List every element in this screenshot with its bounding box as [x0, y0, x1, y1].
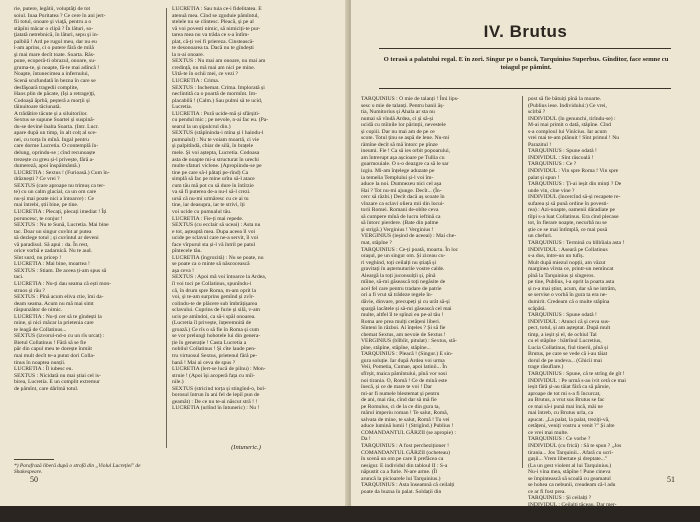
text-line: ce mai să-i pună mai încă, măi ne	[528, 403, 603, 410]
text-line: TARQUINIUS : Spune, că te strîng de gît !	[528, 370, 625, 377]
text-line: struos și rău ?	[14, 287, 45, 294]
text-line: ce vrei mai multe.	[528, 429, 569, 436]
text-line: INDIVIDUL (în genunchi, tirîndu-se) :	[528, 115, 616, 122]
text-line: Uită-te în ochii mei, ce vezi ?	[172, 71, 239, 78]
text-line: Sextus se supune Soartei și suspină-	[14, 117, 95, 124]
text-line: credință, nu mă mai am nici pe mine.	[172, 64, 256, 71]
text-line: orice vorbă e zadarnică. Nu te aud.	[14, 248, 92, 255]
text-line: ori a fi vrut să trădeze regele în-	[361, 292, 433, 299]
text-line: ţiatată netrebnică, în lături, sepu şi in-	[14, 32, 99, 39]
text-line: (La un gest violent al lui Tarquinius.)	[528, 462, 612, 469]
text-line: se servise o vorbă în gura ta era ne-	[528, 292, 608, 299]
text-line: aruncă la picioarele lui Tarquinius.)	[361, 475, 441, 482]
text-line: vrei mai te-am plănuit ! Sînt primul ! Nu	[528, 135, 620, 142]
text-line: tăinuitoare tăciunată.	[14, 104, 61, 111]
text-line: TARQUINIUS : Asta înseamnă că ceilalți	[361, 482, 455, 489]
text-line: stăpîni măcar o clipă ? În lături, so-	[14, 25, 94, 32]
text-line: că, în drum spre Roma, m-am oprit la	[172, 287, 257, 294]
text-line: Scenă scufundată în bezna în care se	[14, 78, 96, 85]
text-line: asta de noapte mi-a structurat în urechi	[172, 156, 259, 163]
text-line: nu-și mai poate nici a întoarce) : Ce	[14, 195, 94, 202]
text-line: Codoașă ăprbă, peșteră a morții și	[14, 97, 90, 104]
text-line: LUCRETIA : Nu-ți cer să te gîndești la	[14, 313, 102, 320]
text-line: se poate ca o minte să născocească	[172, 261, 250, 268]
text-line: trage răsuflare.)	[528, 364, 564, 371]
column-divider	[522, 96, 523, 468]
text-line: și palpitîndă, chiar de silă, în brațele	[172, 143, 254, 150]
text-line: cu pendul mic ; pe nevole, n-ai fac eu. (Pa-	[172, 117, 269, 124]
text-line: TARQUINIUS : Pleacă ! (Singur.) E sin-	[361, 351, 453, 358]
text-line: TARQUINIUS : Spune odată !	[528, 148, 597, 155]
text-line: tine pe care să-l pătați pe-rînd) Ca	[172, 169, 249, 176]
text-line: mele. Și voi aștepta, Lucretia. Codoasa	[172, 150, 260, 157]
text-line: nobilul Collatinus ! Și cîte laude pen-	[172, 346, 256, 353]
text-line: pumnalul) : Nu te voiam moartă, ci vie	[172, 136, 259, 143]
text-line: fii totul, onoare şi viaţă, pentru a o	[14, 19, 92, 26]
text-line: deam seama. Acum nu mă mai simt	[14, 300, 94, 307]
text-line: TARQUINIUS : Ce vorbe ?	[528, 436, 591, 443]
text-line: Sînt surd, nu pricep !	[14, 254, 62, 261]
text-line: vă paradisul. Să apui : da. În rest,	[14, 241, 89, 248]
text-line: post să fie bătuiți pînă la moarte.	[528, 96, 602, 102]
left-page-column-2	[172, 6, 320, 474]
text-line: INDIVIDUL (încercînd să-și recapete re-	[528, 194, 621, 201]
text-line: simplă să fac pe mine urîtu să-l atace	[172, 176, 255, 183]
text-line: guarmouiale. O s-o deazgre ca să le sar	[361, 161, 449, 168]
text-line: mai mult decît te-a putut dori Colla-	[14, 352, 95, 359]
text-line: LUCRETIA : Mai bine, moartea !	[14, 261, 90, 268]
text-line: Veii, Pometia, Cumae, apoi latinii... În	[361, 364, 447, 371]
text-line: nei, cu torța în mînă. Ingal pentru	[14, 136, 89, 143]
text-line: TARQUINIUS : A fost percheziționer !	[361, 442, 449, 449]
text-line: nile.)	[172, 379, 184, 386]
text-line: searul la un șipulcrul din.)	[172, 123, 231, 130]
text-line: tot, în fierare noapte, necurbă nu se	[528, 220, 607, 227]
text-line: scote. Totul ținu se aspă de lene. Nu-mi	[361, 135, 450, 142]
text-line: un chefuri.	[528, 233, 553, 240]
text-line: tîlpi s-a luat Collatinus. Era cînd plecase	[528, 213, 619, 220]
text-line: vă voi povesti nimic, să nimiciți-te pur-	[172, 25, 261, 32]
text-line: delung, oprindu-se ; cînd recunoaște	[14, 150, 96, 157]
text-line: colindu-te de plăcere sub îmbrățișarea	[172, 300, 258, 307]
text-line: așa ceva !	[172, 267, 195, 274]
text-line: gura soluție. Iar după Ardea voi urma	[361, 357, 445, 364]
chapter-title: IV. Brutus	[483, 22, 568, 41]
text-line: te leagă de Collatinus...	[14, 326, 67, 333]
text-line: Lucia Collatinus, fiul tinerii, pînă și	[528, 344, 609, 351]
text-line: sufarea și să pună ordine în povesti-	[528, 200, 609, 207]
text-line: VERGINIUS (ieșind de aceeai) : Mai che-	[361, 233, 457, 240]
text-line: TARQUINIUS : Ce ?	[528, 161, 577, 168]
text-line: LUCRETIA : Plecați, plecați imediat ! Îți	[14, 208, 107, 215]
text-line: TARQUINIUS : Ți-ai ieșit din minți ? De	[528, 181, 622, 188]
right-page-column-1	[361, 96, 509, 495]
text-line: tinus în noaptea nunții.	[14, 359, 66, 366]
text-line: ri veghind, toți ceilalți nu știață și	[361, 259, 437, 266]
text-line: LUCRETIA : Sau tuia ce-i fidelitatea. E	[172, 6, 262, 12]
text-line: ucis pe amîndoi, ca să-i spăl onoarea.	[172, 313, 256, 320]
text-line: și copiii. Dar nu mai am de pe ce	[361, 128, 435, 135]
text-line: face vîrpurul sta și-l vă întril pe patul	[172, 241, 256, 248]
text-line: pe Romulus, ci de la ce din gura ta,	[361, 403, 440, 410]
text-line: borosul întrun în ani fel de lepiî pun de	[172, 392, 260, 399]
text-line: păr din capul meu te dorește înmiit	[14, 346, 92, 353]
text-line: tarea mea nu va trăda ce s-a întîm-	[172, 32, 250, 39]
text-line: cum tău mă pot cu să dure în întîrzie	[172, 182, 254, 189]
text-line: SEXTUS (izvorul-nd-o cu un rîs urcat) :	[14, 333, 105, 340]
text-line: cerc să răzbi.) Decît dacă aș scoate în	[361, 194, 445, 201]
text-line: apucat. „La palat, la palat, treziți-vă,	[528, 416, 610, 423]
text-line: Da !	[361, 436, 371, 443]
footnote: *) Parafrază liberă după o strofă din „Violul Lucreției" de Shakespeare.	[14, 463, 141, 476]
text-line: taci.	[14, 274, 24, 281]
text-line: soiul. Inaa Puritatea ? Ce cere în ani jert-	[14, 12, 106, 19]
text-line: nesigur. E individul din tabloul II : S-a	[361, 462, 448, 469]
text-line: voi ucide cu pumnalul tău.	[172, 208, 232, 215]
text-line: LUCRETIA : Pură ucide-mă și sfârșiti-	[172, 110, 260, 117]
text-line: LUCRETIA : Sextus ! (Furioasă.) Cum în-	[14, 169, 110, 176]
text-line: pîntecele tău.	[172, 248, 202, 255]
text-line: cu el stăpîne : bătrînul Lucretius,	[528, 338, 602, 345]
text-line: de pămînt, care dărîmă totul.	[14, 385, 79, 392]
right-page-column-2	[528, 96, 676, 521]
text-line: groază.) Ce rîs o să fie în Roma și cum	[172, 326, 259, 333]
text-line: SEXTUS : Inchemat. Crima. Implorată și	[172, 84, 265, 91]
text-line: voi, și te-am surprins gemînd și zvîr-	[172, 294, 255, 301]
text-line: poruncesc, te conjur !	[14, 215, 63, 222]
text-line: tia, Numitorius și Ahala ar sta nu	[361, 109, 435, 116]
text-line: tac. Doar un singur cuvînt ar putea	[14, 228, 92, 235]
text-line: chemat Sextus, am nevoie de Sextus !	[361, 331, 446, 338]
text-line: Lucretia. Și înarmați pînă și cu	[528, 515, 597, 521]
text-line: rie, putere, legătii, voluptăţi de tot	[14, 6, 91, 12]
text-line: INDIVIDUL : Vin spre Roma ! Vin spre	[528, 168, 619, 175]
footnote-rule	[14, 459, 54, 460]
text-line: gruma-te, şi noapte, fă-te mai adîncă !	[14, 64, 100, 71]
text-line: aduce lumină lumii ! (Strigînd.) Publius !	[361, 423, 454, 430]
text-line: răspunzător de nimic.	[14, 307, 63, 314]
text-line: ce ar fi fost prea.	[528, 488, 566, 495]
text-line: stelele nu se clintesc. Pleacă, și pe al	[172, 19, 254, 26]
text-line: rea) : Azi-noapte, oamenii dăradiate pe	[528, 207, 615, 214]
text-line: trezește cu greu și-l privește, fără a-	[14, 156, 94, 163]
text-line: LUCRETIA (îngrozită) : Nu se poate, nu	[172, 254, 264, 261]
text-line: să întorc pierdere. (Bate din palme	[361, 220, 439, 227]
text-line: Aleargă la toți juconsulții și, pînă	[361, 272, 436, 279]
text-line: te) cu un calm glacial, ca un om care	[14, 189, 97, 196]
text-line: te desonoarea ta. Dacă nu te gîndești	[172, 45, 254, 52]
text-line: Haos plin de păcate, (Iși a retrage)ţi,	[14, 91, 96, 98]
text-line: (Publius iese. Individului:) Ce vrei,	[528, 102, 607, 109]
text-line: se vor prelungi hohotele lui din genera-	[172, 333, 261, 340]
text-line: INDIVIDUL : Atunci că și ceva sus-	[528, 318, 610, 325]
text-line: SEXTUS : Pînă acum eliva ctie, îmi da-	[14, 294, 104, 301]
text-line: e tot, așteaptă mea. Dupa aceea îl voi	[172, 228, 256, 235]
text-line: care dorme Lucretia. O contemplă în-	[14, 143, 99, 150]
text-line: năpustit ca a furie. N-are arme. (Îl	[361, 469, 438, 476]
text-line: pînă la Tarquinius și sîngeros.	[528, 272, 595, 279]
text-line: palbilă ! Ard pe rugul meu, dar nu eu	[14, 38, 97, 45]
text-line: gravitați în așternuturile vostre calde.	[361, 266, 445, 273]
text-line: știe ce se mai întîmplă, ce mai pusă	[528, 226, 608, 233]
stage-direction-darkness: (Intuneric.)	[231, 444, 261, 451]
heading-rule-bottom	[379, 88, 671, 89]
chapter-heading	[351, 22, 700, 42]
text-line: neclintită ca o poartă de mormînt. Im-	[172, 91, 257, 98]
text-line: mat, stăpîne ?	[361, 240, 392, 247]
text-line: la n-ai onoare.	[172, 51, 205, 58]
text-line: TARQUINIUS : Ce-ți poată, moartu. În loc	[361, 246, 459, 253]
text-line: acel fel care pentru tradare de patrie	[361, 285, 442, 292]
text-line: pune, ecoperă-ti obrazul, onoare, su-	[14, 58, 96, 65]
text-line: LUCRETIA : Fie-ți mai repede.	[172, 215, 244, 222]
text-line: Sînteni în război. Ai înțeles ? Și să fie	[361, 325, 446, 332]
text-line: să cumpere mînă de lucru ieftină ca	[361, 213, 441, 220]
text-line: pîne, stăpîne, stăpîne, stăpîne...	[361, 344, 431, 351]
text-line: dumereză, apoi înspăimântă.)	[14, 163, 80, 170]
text-line: scîrbă ?	[528, 109, 546, 116]
text-line: tirania... Jos Tarquinii... Afară cu ucri-	[528, 449, 614, 456]
text-line: cetățeni, veniți vostru a venit ?" Și alte	[528, 423, 615, 430]
text-line: INDIVIDUL : Sînt răscoală !	[528, 154, 594, 161]
text-line: Bietul Collatinus ! Fără să se fie	[14, 339, 87, 346]
text-line: SEXTUS : Nicidată nu mai știai cel is-	[14, 372, 101, 379]
text-line: înecă, și ce de mare te voi ! Dar	[361, 384, 432, 391]
text-line: scăpătă.	[528, 305, 546, 312]
text-line: LUCRETIA (lert-se lucă de pilnu) : Mon-	[172, 366, 266, 373]
text-line: hană ! Mai ai ceva de spus ?	[172, 359, 236, 366]
text-line: numai să vîndă Ardea, ci și să-și	[361, 115, 434, 122]
text-line: M-ai mai primit o dată, stăpîne. Cînd	[528, 122, 611, 129]
text-line: desfăşoară tragedii complite,	[14, 84, 79, 91]
text-line: mi-ar fi numele blestemat și pentru	[361, 390, 440, 397]
text-line: aproape de tot mi s-a fi încurcat,	[528, 390, 601, 397]
text-line: dorul de pe undeva... (Ghicii mai	[528, 357, 602, 364]
text-line: COMANDANTUL GĂRZII (ocheteau)	[361, 449, 450, 456]
text-line: mine, și nici măcar la prietenia care	[14, 320, 94, 327]
text-line: SEXTUS (care aproape nu trimuș ca ter-	[14, 182, 105, 189]
text-line: pect, totul, și am așteptat. După mult	[528, 325, 611, 332]
text-line: multe, altfel îl te spînzi eu pe-al tău !	[361, 312, 444, 319]
text-line: LUCRETIA (urlînd în întuneric) : Nu !	[172, 405, 260, 412]
text-line: A trădătire tăcute și a siluitorilor.	[14, 110, 88, 117]
text-line: Nu-i vina mea, stăpîne ! Pune cineva	[528, 469, 611, 476]
text-line: COMANDANTUL GĂRZII (se apropie) :	[361, 429, 456, 436]
text-line: sclavului. Cuprins de furie și silă, v-am	[172, 307, 260, 314]
text-line: în scenă un om pe care îl prefăcea ca	[361, 456, 444, 463]
text-line: salvata de mine, te salut, Romă ! Tu vei	[361, 416, 450, 423]
text-line: Parazitul !	[528, 141, 552, 148]
text-line: se împintească să scoală cu geamatul	[528, 475, 611, 482]
scene-description: O terasă a palatului regal. E în zori. Singur pe o bancă, Tarquinius Superbus. Gînditor, face semne cu toiagul pe pămînt.	[383, 56, 669, 71]
text-line: să dezlege totul ; și cuvîntul ar deveni	[14, 235, 99, 242]
text-line: dăvie, dinvare, precupeți și cu urât să-și	[361, 298, 450, 305]
text-line: vînzare ca sclavi oliera mii din locui-	[361, 200, 445, 207]
text-line: îl voi toci pe Collatinus, spunîndu-i	[172, 280, 252, 287]
text-line: poate da buzna în palat. Soldații din	[361, 488, 442, 495]
text-line: am întrerupt așa așcioare pe Tullia cu	[361, 154, 445, 161]
text-line: spargă lacătele și să-mi găsească cel mai	[361, 305, 452, 312]
text-line: (Lucretia îl privește, înțeremnită de	[172, 320, 252, 327]
text-line: ucidă cu mîinile lor părinții, nevestele	[361, 122, 446, 129]
text-line: LUCRETIA : Crima.	[172, 78, 220, 85]
text-line: SEXTUS : Stiam. De aceea ți-am spus să	[14, 267, 107, 274]
text-line: Noapte, întunecimea a infernului,	[14, 71, 90, 78]
text-line: TARQUINIUS : Spune odată !	[528, 312, 597, 319]
text-line: INDIVIDUL : Pe urmă s-au ivit cetă ce mai	[528, 377, 626, 384]
text-line: drăznești ? Ce vrei ?	[14, 176, 60, 183]
text-line: și n-a mai știut, acum, dar să ne intrăm,	[528, 285, 617, 292]
text-line: SEXTUS : Nu te Sună, Lucretia. Mai bine	[14, 222, 109, 229]
text-line: sfîrșit, maica pămîntului, pînă vor sosi	[361, 370, 447, 377]
text-line: de ani, mai rău, cînd dar să mă fie	[361, 397, 437, 404]
text-line: placabilă ! (Calm.) Sau pulmi să te ucid,	[172, 97, 263, 104]
text-line: mai întrebi, știi bine, pe tine.	[14, 202, 79, 209]
text-line: se hohea ca nebunii, creadeam că-l adu	[528, 482, 616, 489]
text-line: noi tirania. O, Romă ! Ce de mină este	[361, 377, 448, 384]
text-line: TARQUINIUS : O mie de talanți ! Îmi lips-	[361, 96, 459, 102]
text-line: Roma are prea mulți cetățeni liberi.	[361, 318, 441, 325]
text-line: ucide pe sclavul care ne-a servit, îl voi	[172, 235, 259, 242]
text-line: TARQUINIUS : Și ceilalți ?	[528, 495, 592, 502]
text-line: TARQUINIUS : Termină cu bîlbîiala asta !	[528, 240, 625, 247]
text-line: şi mai mare decît toate. Soarta. Răs-	[14, 51, 95, 58]
text-line: VERGINIUS (bîlbîit, pitulat) : Sextus, stă-	[361, 338, 457, 345]
text-line: dumirit. Credeam că o multe stăpîna	[528, 298, 610, 305]
text-line: mîine, să-mi găsească toți negăsite de	[361, 279, 446, 286]
text-line: tine, iar deasupra, iar te strivi, îți	[172, 202, 245, 209]
text-line: SEXTUS : Apoi mă voi întoarce la Ardea,	[172, 274, 267, 281]
text-line: pe tine, Publius, l-a oprit la poarta asta	[528, 279, 615, 286]
text-line: Brutus, pe care se vede că i-au tăiat	[528, 351, 608, 358]
text-line: unde vin, cine vine ?	[528, 187, 575, 194]
text-line: Hai ? Tot nu-mi ajunge. Decît... (În-	[361, 187, 442, 194]
page-number-right: 51	[667, 475, 675, 484]
text-line: izgiu. Mi-am înțelege aduzate pe	[361, 168, 435, 175]
text-line: mai întreb, cu Brutus urla, ca	[528, 410, 594, 417]
text-line: marginea vîrsta ce, printr-un nemîncat	[528, 266, 614, 273]
text-line: torii Romei. Romani de-obîte ceva	[361, 207, 439, 214]
text-line: LUCRETIA : Îl iubesc eu.	[14, 366, 73, 373]
page-number-left: 50	[30, 475, 38, 484]
text-line: Mult după miezul nopții, am văzut	[528, 259, 606, 266]
text-line: INDIVIDUL : Aseară pe Collatinus	[528, 246, 608, 253]
text-line: s-a comploul lui Vinîcius. Iar acum	[528, 128, 607, 135]
text-line: timp, a ieșit și el, de ochiul Tal	[528, 331, 597, 338]
heading-rule-top	[379, 48, 671, 49]
text-line: SEXTUS (cu ecclair să uceai) : Asta nu	[172, 222, 261, 229]
text-line: gașii... Vrem libertate și dreptate..."	[528, 456, 608, 463]
text-line: aduce la noi. Dumnezeu nici cel așa	[361, 181, 442, 188]
text-line: ursă că nu-mi urmăresc cu ce ai tu	[172, 195, 249, 202]
text-line: oraşul, pe un singur om. Și ziceau cu-	[361, 253, 446, 260]
text-line: birea, Lucretia. E un complit extremur	[14, 379, 100, 386]
text-line: tru virtuosul Sextus, prietenul fără pe-	[172, 352, 258, 359]
text-line: SEXTUS : Nu mai am onoare, nu mai am	[172, 58, 266, 65]
column-divider	[166, 8, 167, 448]
text-line: s-a dus, intre-un un tufiș.	[528, 253, 584, 260]
text-line: du-se deviné înalta Soarta. (Intr. Lucr.	[14, 123, 99, 130]
left-page	[0, 0, 349, 506]
text-line: plat, că-ți vei fi priereza. Cinstească-	[172, 38, 255, 45]
text-line: multe sfaturi viclene. (Apropiindu-se pe	[172, 163, 262, 170]
text-line: sesc o mie de talanți. Pentru banii ăș-	[361, 102, 445, 109]
text-line: va să fi puterea de-a nu-l să-l crezi.	[172, 189, 251, 196]
text-line: ție în generație ! Casta Lucretia a	[172, 339, 247, 346]
text-line: ineumi. Fie ! Ca să ies orbit popoarului,	[361, 148, 451, 155]
text-line: INDIVIDUL : Ceilalți tăceau. Dar mer-	[528, 501, 617, 508]
text-line: INDIVIDUL (cu frică) : Să te spun ? „Jos	[528, 442, 622, 449]
text-line: geamăt) : De ce nu te-ai născut stră ! !	[172, 398, 258, 405]
text-line: palat și spun !	[528, 174, 560, 181]
text-line: și strigă.) Verginius ! Verginius !	[361, 226, 434, 233]
text-line: Lucretia.	[172, 104, 193, 111]
text-line: struie ! (Apoi își acoperă fața cu mîi-	[172, 372, 255, 379]
text-line: l-am aprins, ci o putere fără de milă	[14, 45, 94, 52]
left-page-column-1	[14, 6, 162, 474]
text-line: mărul imperiu roman ! Te salut, Romă,	[361, 410, 449, 417]
text-line: SEXTUS (stăpîninda-i mîna și l haindu-l	[172, 130, 264, 137]
text-line: rămîne decît să mă întorc pe pînze	[361, 141, 438, 148]
text-line: LUCRETIA : Nu-ți dau seama că ești mon-	[14, 280, 112, 287]
text-line: apare după un timp, în alt colț al sce-	[14, 130, 97, 137]
text-line: au Brutus, a vrut sus Brutus se fac	[528, 397, 605, 404]
text-line: SEXTUS (stricind torța și stingînd-o, bol-	[172, 385, 266, 392]
right-page	[351, 0, 700, 521]
text-line: ia temelia Templului și-l voi îm-	[361, 174, 434, 181]
text-line: ieșit fără și-au tăiat fără ca să păruie,	[528, 384, 610, 391]
text-line: geau în pas cadențat, purtînd-o pe	[528, 508, 604, 515]
text-line: atenuă mea. Cînd se zguduie pămîntul,	[172, 12, 259, 19]
